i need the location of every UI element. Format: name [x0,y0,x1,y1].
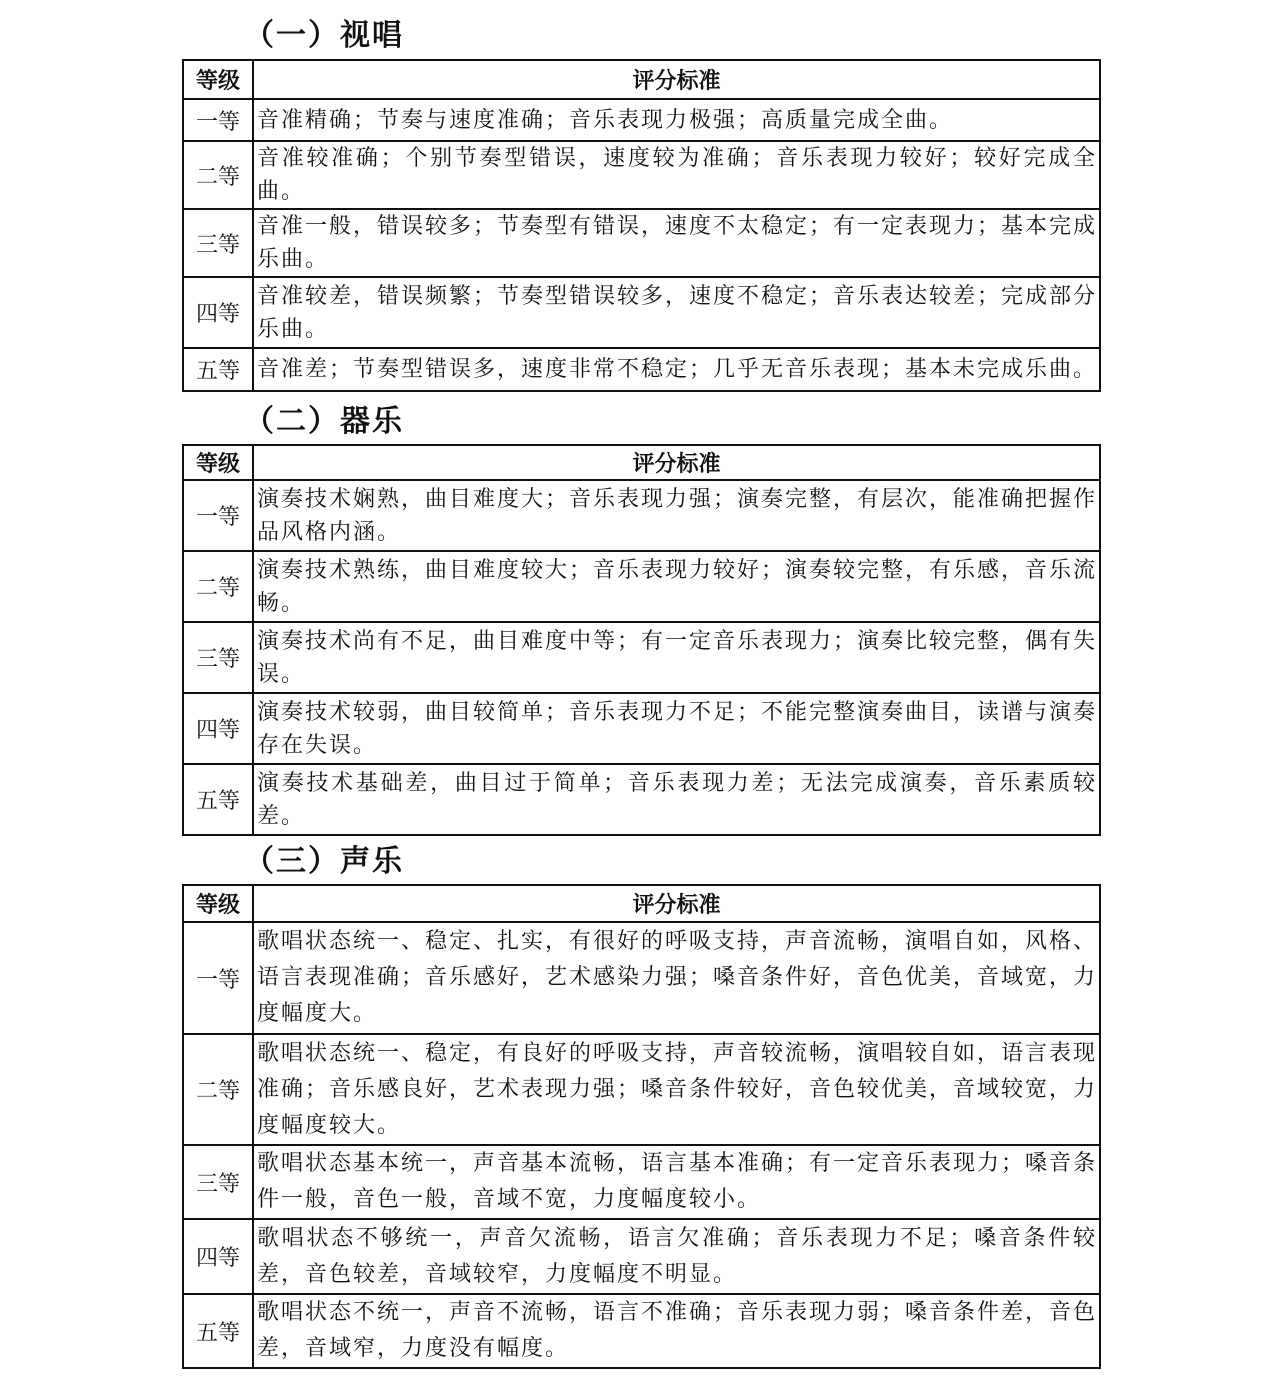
grade-level-cell: 四等 [183,277,253,348]
sight-singing-criteria-table [182,59,1101,392]
table-row [183,693,1100,764]
grade-level-cell: 一等 [183,922,253,1034]
table-header-row [183,60,1100,99]
level-column-header: 等级 [183,885,253,922]
level-column-header: 等级 [183,60,253,99]
grade-level-cell: 四等 [183,1219,253,1294]
section-title-sight-singing: （一）视唱 [244,18,404,53]
table-row [183,348,1100,391]
criteria-cell: 音准较差，错误频繁；节奏型错误较多，速度不稳定；音乐表达较差；完成部分乐曲。 [253,277,1100,348]
criteria-cell: 演奏技术熟练，曲目难度较大；音乐表现力较好；演奏较完整，有乐感，音乐流畅。 [253,551,1100,622]
grade-level-cell: 三等 [183,1145,253,1219]
criteria-cell: 演奏技术基础差，曲目过于简单；音乐表现力差；无法完成演奏，音乐素质较差。 [253,764,1100,835]
criteria-cell: 歌唱状态统一、稳定、扎实，有很好的呼吸支持，声音流畅，演唱自如，风格、语言表现准确；音乐感好，艺术感染力强；嗓音条件好，音色优美，音域宽，力度幅度大。 [253,922,1100,1034]
table-row [183,1034,1100,1145]
criteria-cell: 音准差；节奏型错误多，速度非常不稳定；几乎无音乐表现；基本未完成乐曲。 [253,348,1100,391]
criteria-cell: 演奏技术尚有不足，曲目难度中等；有一定音乐表现力；演奏比较完整，偶有失误。 [253,622,1100,693]
table-row [183,622,1100,693]
criteria-cell: 音准一般，错误较多；节奏型有错误，速度不太稳定；有一定表现力；基本完成乐曲。 [253,209,1100,277]
table-header-row [183,445,1100,480]
criteria-cell: 演奏技术较弱，曲目较简单；音乐表现力不足；不能完整演奏曲目，读谱与演奏存在失误。 [253,693,1100,764]
criteria-cell: 歌唱状态不够统一，声音欠流畅，语言欠准确；音乐表现力不足；嗓音条件较差，音色较差，音域较窄，力度幅度不明显。 [253,1219,1100,1294]
table-row [183,277,1100,348]
table-row [183,922,1100,1034]
criteria-column-header: 评分标准 [253,60,1100,99]
table-row [183,764,1100,835]
criteria-cell: 歌唱状态统一、稳定，有良好的呼吸支持，声音较流畅，演唱较自如，语言表现准确；音乐感良好，艺术表现力强；嗓音条件较好，音色较优美，音域较宽，力度幅度较大。 [253,1034,1100,1145]
criteria-cell: 音准精确；节奏与速度准确；音乐表现力极强；高质量完成全曲。 [253,99,1100,141]
table-row [183,141,1100,209]
grade-level-cell: 二等 [183,141,253,209]
grade-level-cell: 五等 [183,1294,253,1368]
criteria-cell: 歌唱状态基本统一，声音基本流畅，语言基本准确；有一定音乐表现力；嗓音条件一般，音色一般，音域不宽，力度幅度较小。 [253,1145,1100,1219]
grade-level-cell: 一等 [183,99,253,141]
table-row [183,209,1100,277]
grade-level-cell: 三等 [183,209,253,277]
table-row [183,1219,1100,1294]
criteria-column-header: 评分标准 [253,445,1100,480]
grade-level-cell: 二等 [183,551,253,622]
section-title-vocal: （三）声乐 [244,844,404,879]
criteria-cell: 演奏技术娴熟，曲目难度大；音乐表现力强；演奏完整，有层次，能准确把握作品风格内涵。 [253,480,1100,551]
table-row [183,99,1100,141]
table-header-row [183,885,1100,922]
table-row [183,1145,1100,1219]
table-row [183,480,1100,551]
grade-level-cell: 二等 [183,1034,253,1145]
criteria-cell: 歌唱状态不统一，声音不流畅，语言不准确；音乐表现力弱；嗓音条件差，音色差，音域窄，力度没有幅度。 [253,1294,1100,1368]
instrumental-criteria-table [182,444,1101,836]
vocal-criteria-table [182,884,1101,1369]
grade-level-cell: 三等 [183,622,253,693]
criteria-column-header: 评分标准 [253,885,1100,922]
criteria-cell: 音准较准确；个别节奏型错误，速度较为准确；音乐表现力较好；较好完成全曲。 [253,141,1100,209]
grade-level-cell: 四等 [183,693,253,764]
grade-level-cell: 五等 [183,348,253,391]
grade-level-cell: 一等 [183,480,253,551]
table-row [183,551,1100,622]
section-title-instrumental: （二）器乐 [244,404,404,439]
table-row [183,1294,1100,1368]
level-column-header: 等级 [183,445,253,480]
grade-level-cell: 五等 [183,764,253,835]
